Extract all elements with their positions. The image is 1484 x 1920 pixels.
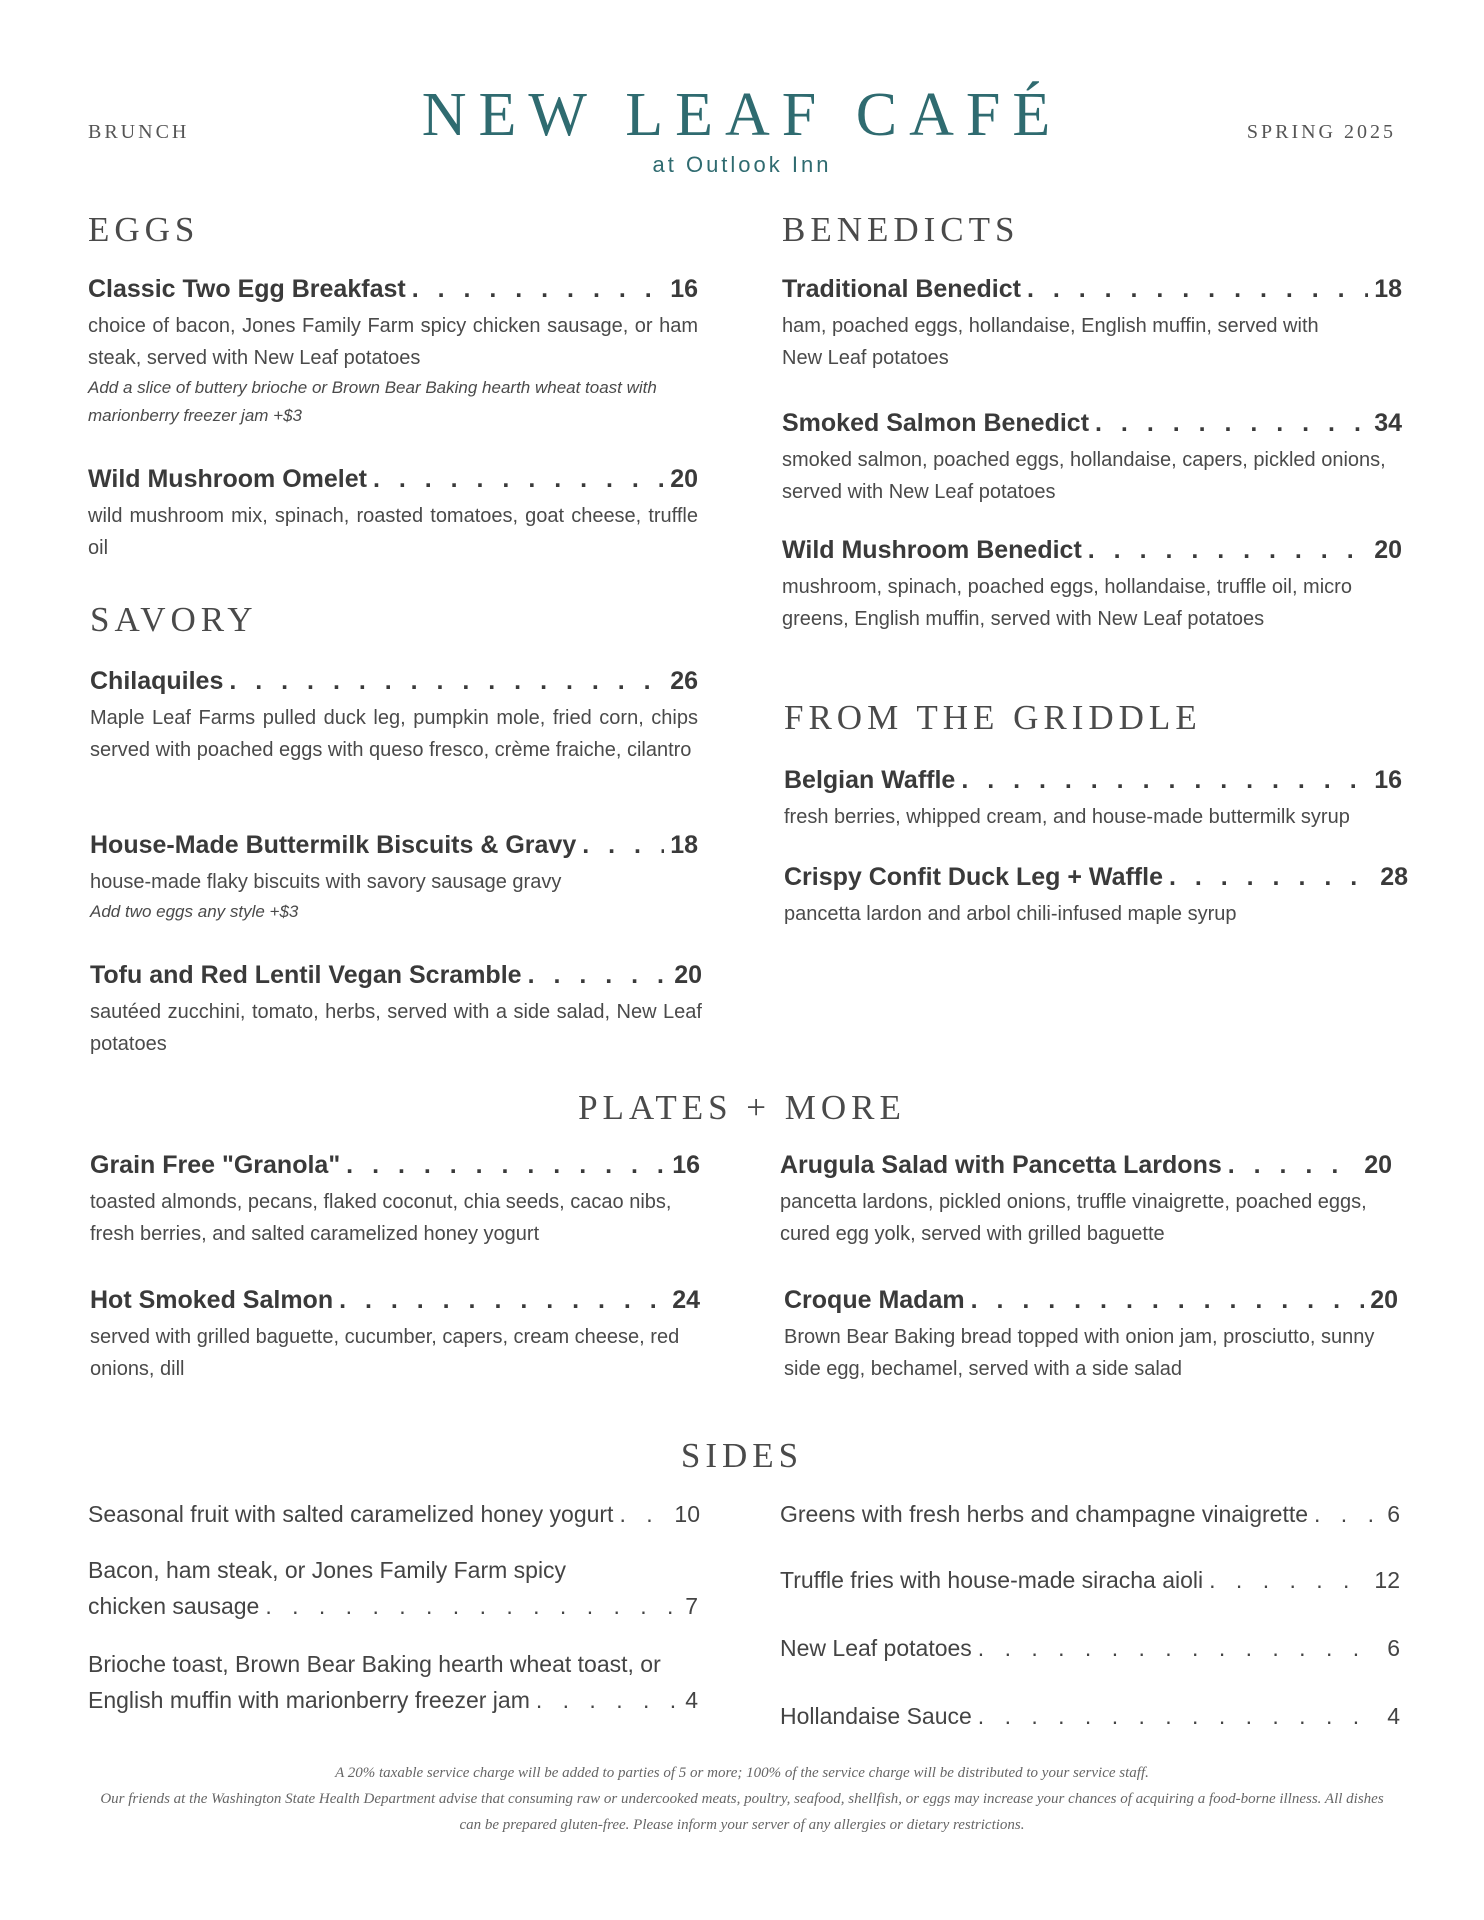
item-description: pancetta lardons, pickled onions, truffle vinaigrette, poached eggs, cured egg yolk, served with grilled baguette bbox=[780, 1191, 1367, 1245]
item-price: 20 bbox=[1370, 1286, 1398, 1314]
health-advisory-note: Our friends at the Washington State Health Department advise that consuming raw or undercooked meats, poultry, seafood, shellfish, or eggs may increase your chances of acquiring a food-borne illness. All dishes can be prepared gluten-free. Please inform your server of any allergies or dietary restrictions. bbox=[100, 1791, 1384, 1833]
side-item bbox=[780, 1630, 1400, 1666]
dot-leader bbox=[582, 830, 664, 860]
dot-leader bbox=[339, 1285, 666, 1315]
side-item bbox=[780, 1562, 1400, 1598]
dot-leader bbox=[373, 464, 664, 494]
item-description: house-made flaky biscuits with savory sausage gravy bbox=[90, 871, 562, 893]
item-name: Chilaquiles bbox=[90, 667, 224, 695]
menu-type-label: BRUNCH bbox=[88, 121, 190, 143]
item-name: Belgian Waffle bbox=[784, 766, 956, 794]
dot-leader bbox=[528, 960, 669, 990]
side-name-line: Bacon, ham steak, or Jones Family Farm spicy bbox=[88, 1557, 567, 1583]
dot-leader bbox=[1314, 1496, 1381, 1532]
item-name: Crispy Confit Duck Leg + Waffle bbox=[784, 863, 1163, 891]
item-note: Add a slice of buttery brioche or Brown Bear Baking hearth wheat toast with marionberry freezer jam +$3 bbox=[88, 378, 657, 425]
side-name: Hollandaise Sauce bbox=[780, 1703, 972, 1729]
side-item bbox=[88, 1496, 700, 1532]
menu-item bbox=[90, 1285, 700, 1385]
item-name: Smoked Salmon Benedict bbox=[782, 409, 1090, 437]
item-description: smoked salmon, poached eggs, hollandaise, capers, pickled onions, served with New Leaf potatoes bbox=[782, 449, 1386, 503]
item-price: 20 bbox=[674, 961, 702, 989]
side-price: 4 bbox=[685, 1687, 698, 1713]
item-price: 16 bbox=[670, 275, 698, 303]
item-name: Wild Mushroom Benedict bbox=[782, 536, 1082, 564]
item-description: choice of bacon, Jones Family Farm spicy chicken sausage, or ham steak, served with New Leaf potatoes bbox=[88, 315, 698, 369]
section-title-sides: SIDES bbox=[680, 1436, 804, 1475]
side-item bbox=[88, 1646, 698, 1718]
side-name-line: Brioche toast, Brown Bear Baking hearth wheat toast, or bbox=[88, 1651, 661, 1677]
side-price: 12 bbox=[1374, 1567, 1400, 1593]
item-description: toasted almonds, pecans, flaked coconut, chia seeds, cacao nibs, fresh berries, and salted caramelized honey yogurt bbox=[90, 1191, 672, 1245]
cafe-subtitle: at Outlook Inn bbox=[652, 152, 832, 177]
item-name: Classic Two Egg Breakfast bbox=[88, 275, 406, 303]
dot-leader bbox=[412, 274, 664, 304]
item-description: sautéed zucchini, tomato, herbs, served with a side salad, New Leaf potatoes bbox=[90, 1001, 702, 1055]
menu-item bbox=[784, 1285, 1398, 1385]
menu-item bbox=[782, 535, 1402, 635]
item-name: Traditional Benedict bbox=[782, 275, 1021, 303]
side-item bbox=[780, 1496, 1400, 1532]
menu-item bbox=[90, 830, 698, 926]
side-name: Greens with fresh herbs and champagne vinaigrette bbox=[780, 1501, 1309, 1527]
dot-leader bbox=[978, 1698, 1381, 1734]
menu-item bbox=[88, 274, 698, 430]
item-name: Croque Madam bbox=[784, 1286, 965, 1314]
item-name: Wild Mushroom Omelet bbox=[88, 465, 367, 493]
dot-leader bbox=[971, 1285, 1365, 1315]
dot-leader bbox=[1027, 274, 1368, 304]
item-price: 20 bbox=[1364, 1151, 1392, 1179]
side-name: chicken sausage bbox=[88, 1593, 260, 1619]
section-title-eggs: EGGS bbox=[88, 210, 200, 249]
item-description: fresh berries, whipped cream, and house-made buttermilk syrup bbox=[784, 806, 1350, 828]
item-price: 18 bbox=[1374, 275, 1402, 303]
item-description: pancetta lardon and arbol chili-infused maple syrup bbox=[784, 903, 1237, 925]
item-description: ham, poached eggs, hollandaise, English muffin, served with New Leaf potatoes bbox=[782, 315, 1319, 369]
menu-item bbox=[88, 464, 698, 564]
item-description: served with grilled baguette, cucumber, capers, cream cheese, red onions, dill bbox=[90, 1326, 680, 1380]
item-name: House-Made Buttermilk Biscuits & Gravy bbox=[90, 831, 577, 859]
side-price: 4 bbox=[1387, 1703, 1400, 1729]
item-price: 16 bbox=[672, 1151, 700, 1179]
dot-leader bbox=[1228, 1150, 1358, 1180]
dot-leader bbox=[1095, 408, 1368, 438]
side-name: Truffle fries with house-made siracha aioli bbox=[780, 1567, 1204, 1593]
item-price: 18 bbox=[670, 831, 698, 859]
cafe-title: NEW LEAF CAFÉ bbox=[421, 81, 1063, 149]
dot-leader bbox=[978, 1630, 1381, 1666]
dot-leader bbox=[1209, 1562, 1368, 1598]
item-description: wild mushroom mix, spinach, roasted tomatoes, goat cheese, truffle oil bbox=[88, 505, 698, 559]
side-name: English muffin with marionberry freezer jam bbox=[88, 1687, 530, 1713]
dot-leader bbox=[265, 1588, 679, 1624]
menu-item bbox=[784, 765, 1402, 833]
dot-leader bbox=[619, 1496, 668, 1532]
side-item bbox=[780, 1698, 1400, 1734]
dot-leader bbox=[536, 1682, 679, 1718]
menu-item bbox=[780, 1150, 1392, 1250]
item-price: 20 bbox=[670, 465, 698, 493]
menu-item bbox=[782, 274, 1402, 374]
item-name: Hot Smoked Salmon bbox=[90, 1286, 334, 1314]
menu-item bbox=[90, 666, 698, 766]
menu-item bbox=[90, 1150, 700, 1250]
side-price: 6 bbox=[1387, 1501, 1400, 1527]
dot-leader bbox=[1088, 535, 1368, 565]
item-price: 28 bbox=[1380, 863, 1408, 891]
side-price: 10 bbox=[674, 1501, 700, 1527]
item-description: Brown Bear Baking bread topped with onion jam, prosciutto, sunny side egg, bechamel, served with a side salad bbox=[784, 1326, 1375, 1380]
item-price: 34 bbox=[1374, 409, 1402, 437]
item-price: 26 bbox=[670, 667, 698, 695]
item-price: 16 bbox=[1374, 766, 1402, 794]
section-title-plates: PLATES + MORE bbox=[578, 1088, 906, 1127]
service-charge-note: A 20% taxable service charge will be added to parties of 5 or more; 100% of the service charge will be distributed to your service staff. bbox=[335, 1765, 1149, 1781]
dot-leader bbox=[229, 666, 664, 696]
side-name: New Leaf potatoes bbox=[780, 1635, 972, 1661]
section-title-benedicts: BENEDICTS bbox=[782, 210, 1020, 249]
item-name: Grain Free "Granola" bbox=[90, 1151, 341, 1179]
side-name: Seasonal fruit with salted caramelized honey yogurt bbox=[88, 1501, 614, 1527]
item-name: Arugula Salad with Pancetta Lardons bbox=[780, 1151, 1222, 1179]
item-name: Tofu and Red Lentil Vegan Scramble bbox=[90, 961, 522, 989]
item-description: mushroom, spinach, poached eggs, hollandaise, truffle oil, micro greens, English muffin, served with New Leaf potatoes bbox=[782, 576, 1352, 630]
dot-leader bbox=[961, 765, 1368, 795]
side-price: 6 bbox=[1387, 1635, 1400, 1661]
side-item bbox=[88, 1552, 698, 1624]
side-price: 7 bbox=[685, 1593, 698, 1619]
dot-leader bbox=[1169, 862, 1374, 892]
dot-leader bbox=[346, 1150, 666, 1180]
item-price: 24 bbox=[672, 1286, 700, 1314]
menu-item bbox=[784, 862, 1408, 930]
section-title-griddle: FROM THE GRIDDLE bbox=[784, 698, 1202, 737]
section-title-savory: SAVORY bbox=[90, 600, 258, 639]
menu-item bbox=[90, 960, 702, 1060]
item-price: 20 bbox=[1374, 536, 1402, 564]
footer-notice bbox=[100, 1760, 1384, 1838]
season-label: SPRING 2025 bbox=[1246, 121, 1396, 143]
item-description: Maple Leaf Farms pulled duck leg, pumpkin mole, fried corn, chips served with poached eggs with queso fresco, crème fraiche, cilantro bbox=[90, 707, 698, 761]
menu-item bbox=[782, 408, 1402, 508]
item-note: Add two eggs any style +$3 bbox=[90, 902, 299, 921]
